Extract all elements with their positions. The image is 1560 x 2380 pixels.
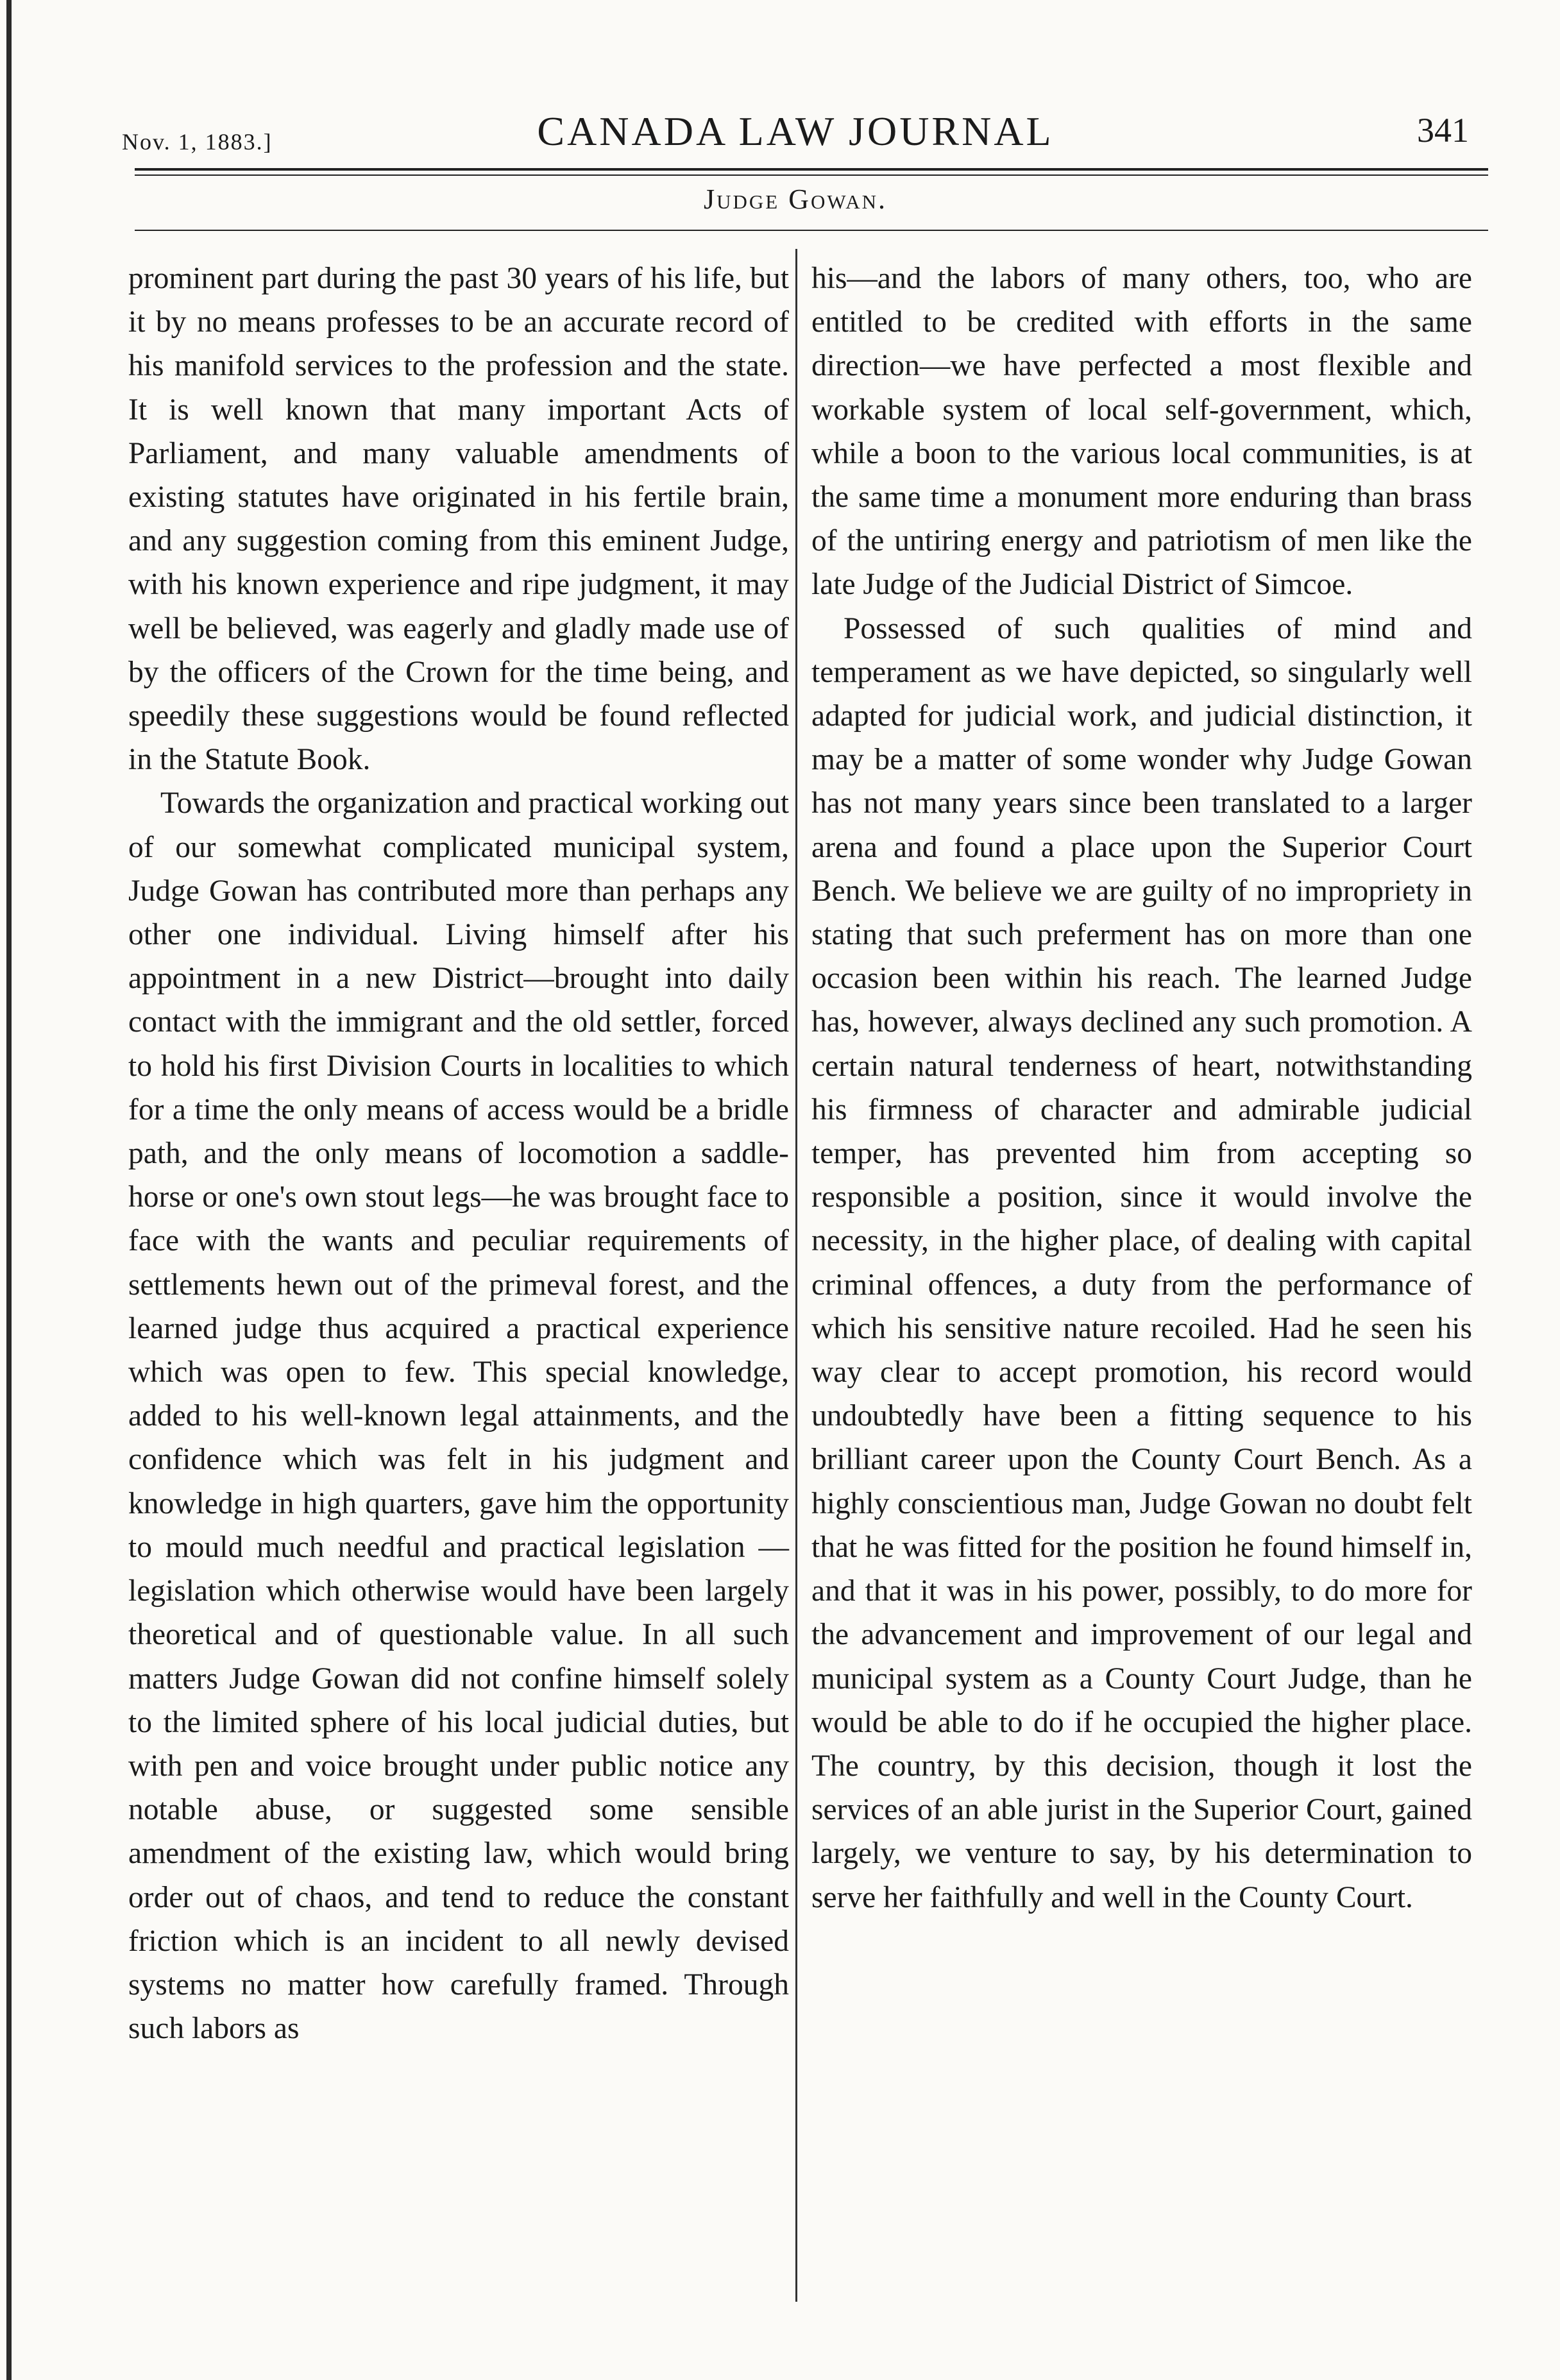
paragraph: Possessed of such qualities of mind and temperament as we have depicted, so singularly well adapted for judicial work, and judicial distinction, it may be a matter of some wonder why Judge Gowan has not many years since been translated to a larger arena and found a place upon the Superior Court Bench. We believe we are guilty of no impropriety in stating that such preferment has on more than one occasion been within his reach. The learned Judge has, however, always declined any such promotion. A certain natural tenderness of heart, notwithstanding his firmness of character and admirable judicial temper, has prevented him from accepting so responsible a position, since it would involve the necessity, in the higher place, of dealing with capital criminal offences, a duty from the performance of which his sensitive nature recoiled. Had he seen his way clear to accept promotion, his record would undoubtedly have been a fitting sequence to his brilliant career upon the County Court Bench. As a highly conscientious man, Judge Gowan no doubt felt that he was fitted for the position he found himself in, and that it was in his power, possibly, to do more for the advancement and improvement of our legal and municipal system as a County Court Judge, than he would be able to do if he occupied the higher place. The country, by this decision, though it lost the services of an able jurist in the Superior Court, gained largely, we venture to say, by his determination to serve her faithfully and well in the County Court. <box>811 611 1472 1914</box>
paragraph: Towards the organization and practical working out of our somewhat complicated municipal system, Judge Gowan has contributed more than perhaps any other one individual. Living himself after his appointment in a new District—brought into daily contact with the immigrant and the old settler, forced to hold his first Division Courts in localities to which for a time the only means of access would be a bridle path, and the only means of locomotion a saddle-horse or one's own stout legs—he was brought face to face with the wants and peculiar requirements of settlements hewn out of the primeval forest, and the learned judge thus acquired a practical experience which was open to few. This special knowledge, added to his well-known legal attainments, and the confidence which was felt in his judgment and knowledge in high quarters, gave him the opportunity to mould much needful and practical legislation —legislation which otherwise would have been largely theoretical and of questionable value. In all such matters Judge Gowan did not confine himself solely to the limited sphere of his local judicial duties, but with pen and voice brought under public notice any notable abuse, or suggested some sensible amendment of the existing law, which would bring order out of chaos, and tend to reduce the constant friction which is an incident to all newly devised systems no matter how carefully framed. Through such labors as <box>128 786 789 2046</box>
right-column <box>811 257 1472 1919</box>
paragraph: prominent part during the past 30 years of his life, but it by no means professes to be an accurate record of his manifold services to the profession and the state. It is well known that many important Acts of Parliament, and many valuable amendments of existing statutes have originated in his fertile brain, and any suggestion coming from this eminent Judge, with his known experience and ripe judgment, it may well be believed, was eagerly and gladly made use of by the officers of the Crown for the time being, and speedily these suggestions would be found reflected in the Statute Book. <box>128 262 789 777</box>
page-binding-edge <box>6 0 12 2380</box>
column-divider <box>795 249 797 2302</box>
left-column <box>128 257 789 2050</box>
subhead-rule <box>135 230 1488 231</box>
running-header <box>122 96 1469 154</box>
paragraph: his—and the labors of many others, too, who are entitled to be credited with efforts in the same direction—we have perfected a most flexible and workable system of local self-government, which, while a boon to the various local communities, is at the same time a monument more enduring than brass of the untiring energy and patriotism of men like the late Judge of the Judicial District of Simcoe. <box>811 262 1472 602</box>
header-rule-thin <box>135 174 1488 176</box>
page-number: 341 <box>1417 111 1469 149</box>
article-title: Judge Gowan. <box>704 183 887 215</box>
journal-title: CANADA LAW JOURNAL <box>537 108 1054 154</box>
header-rule-thick <box>135 168 1488 171</box>
issue-date: Nov. 1, 1883.] <box>122 129 273 155</box>
